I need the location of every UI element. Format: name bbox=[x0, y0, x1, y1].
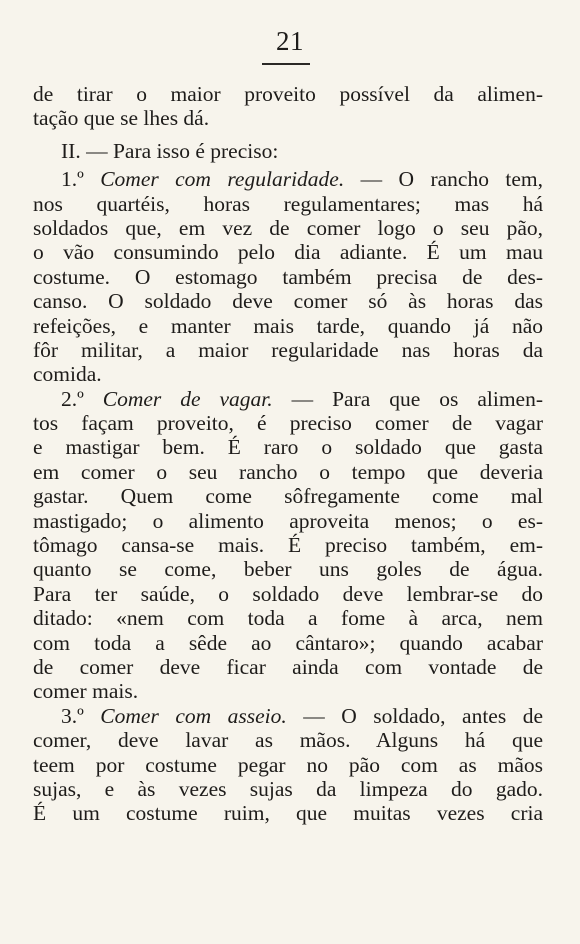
text-line: 1.º Comer com regularidade. — O rancho tem, bbox=[61, 167, 543, 192]
text-line: e mastigar bem. É raro o soldado que gasta bbox=[33, 435, 543, 460]
text-line: de comer deve ficar ainda com vontade de bbox=[33, 654, 543, 679]
text-line: teem por costume pegar no pão com as mãos bbox=[33, 752, 543, 777]
text-line: fôr militar, a maior regularidade nas horas da bbox=[33, 337, 543, 362]
text-line: 2.º Comer de vagar. — Para que os alimen- bbox=[61, 386, 544, 411]
text-line: É um costume ruim, que muitas vezes cria bbox=[33, 801, 543, 826]
body-text bbox=[33, 82, 543, 826]
text-line: quanto se come, beber uns goles de água. bbox=[33, 557, 543, 582]
text-line: ditado: «nem com toda a fome à arca, nem bbox=[33, 606, 543, 631]
text-line: nos quartéis, horas regulamentares; mas há bbox=[33, 191, 543, 216]
text-line: com toda a sêde ao cântaro»; quando acabar bbox=[33, 630, 543, 655]
text-line: tação que se lhes dá. bbox=[33, 106, 210, 131]
section-heading-italic: Comer de vagar. bbox=[102, 386, 273, 411]
text-line: canso. O soldado deve comer só às horas das bbox=[33, 289, 543, 314]
section-heading-italic: Comer com asseio. bbox=[100, 703, 287, 728]
text-line: sujas, e às vezes sujas da limpeza do gado. bbox=[33, 776, 543, 801]
text-line: mastigado; o alimento aproveita menos; o es- bbox=[33, 508, 543, 533]
section-heading-italic: Comer com regularidade. bbox=[100, 167, 345, 192]
text-line: comida. bbox=[33, 362, 102, 387]
text-line: soldados que, em vez de comer logo o seu pão, bbox=[33, 215, 543, 240]
page-number: 21 bbox=[276, 26, 304, 56]
text-line: tos façam proveito, é preciso comer de vagar bbox=[33, 411, 543, 436]
text-line: refeições, e manter mais tarde, quando já não bbox=[33, 313, 543, 338]
text-line: Para ter saúde, o soldado deve lembrar-se do bbox=[33, 581, 543, 606]
text-line: comer, deve lavar as mãos. Alguns há que bbox=[33, 728, 543, 753]
text-line: II. — Para isso é preciso: bbox=[61, 138, 279, 163]
text-line: comer mais. bbox=[33, 679, 139, 704]
text-line: costume. O estomago também precisa de des- bbox=[33, 264, 543, 289]
text-line: em comer o seu rancho o tempo que deveria bbox=[33, 459, 543, 484]
text-line: 3.º Comer com asseio. — O soldado, antes de bbox=[61, 703, 543, 728]
text-line: o vão consumindo pelo dia adiante. É um mau bbox=[33, 240, 543, 265]
text-line: de tirar o maior proveito possível da alimen- bbox=[33, 82, 543, 106]
page-number-rule bbox=[262, 63, 310, 65]
text-line: gastar. Quem come sôfregamente come mal bbox=[33, 484, 543, 509]
text-line: tômago cansa-se mais. É preciso também, em- bbox=[33, 533, 543, 558]
